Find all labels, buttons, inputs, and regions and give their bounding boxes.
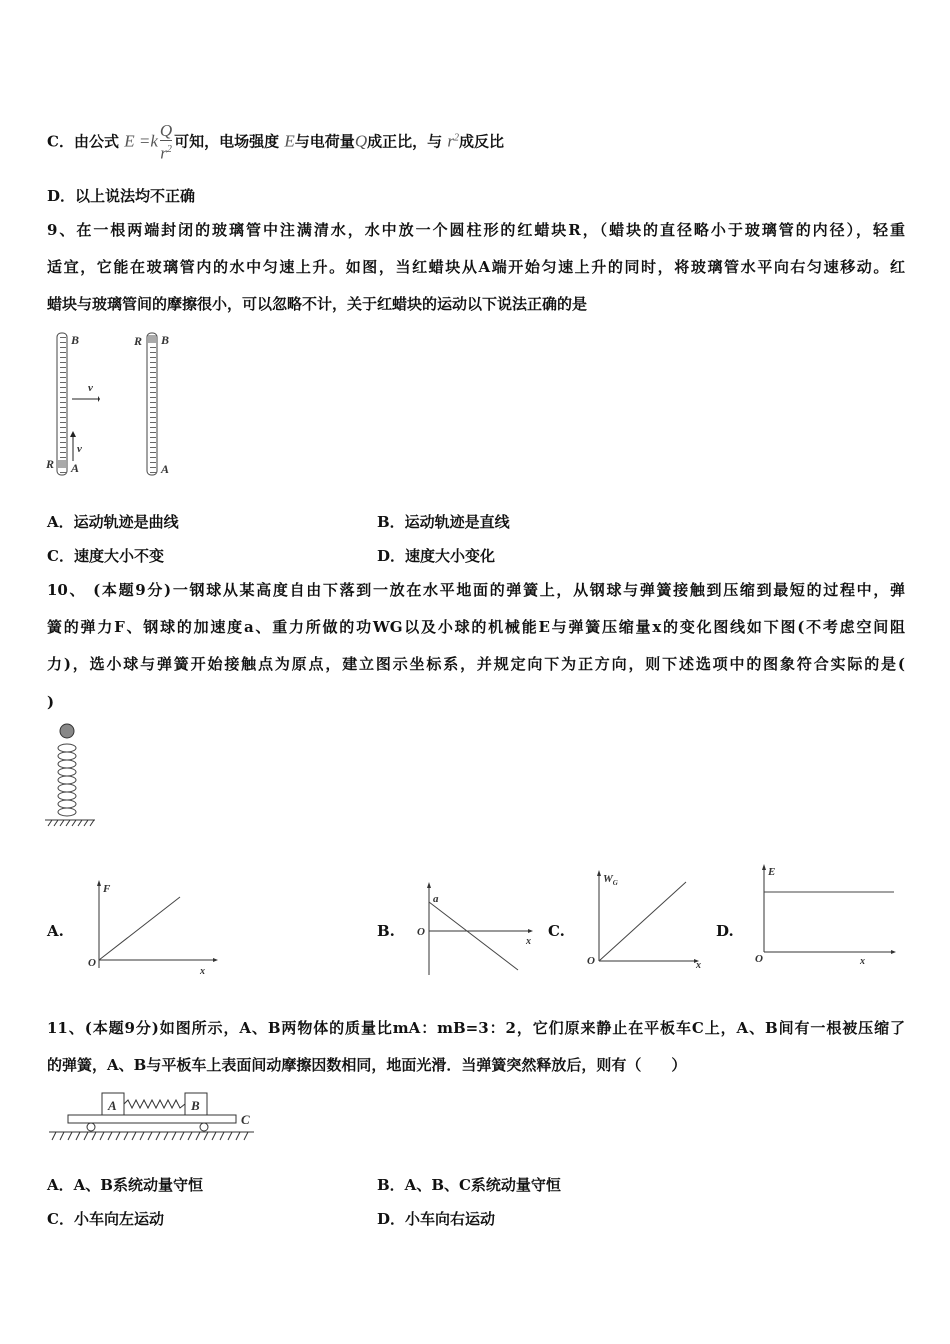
axis-y-label: F [103, 883, 111, 895]
axis-x-label: x [696, 960, 701, 971]
q11-line: 的弹簧，A、B与平板车上表面间动摩擦因数相同，地面光滑．当弹簧突然释放后，则有（ ） [47, 1056, 687, 1074]
q9-option-b: B．运动轨迹是直线 [377, 513, 510, 531]
sup: 2 [453, 132, 459, 144]
w: W [603, 873, 613, 885]
block-a-label: A [108, 1098, 117, 1113]
graph-a-label: A. [47, 922, 64, 940]
origin-label: O [88, 957, 96, 969]
q11-line: 11、(本题9分)如图所示，A、B两物体的质量比mA：mB=3：2，它们原来静止在平板车C上，A、B间有一根被压缩了 [47, 1019, 905, 1037]
axis-x-label: x [200, 966, 205, 977]
axis-x-label: x [526, 936, 531, 947]
text: 与电荷量 [294, 132, 355, 151]
origin-label: O [587, 955, 595, 967]
text: 成正比，与 [367, 132, 443, 151]
q8-option-d: D．以上说法均不正确 [47, 187, 196, 205]
origin-label: O [417, 926, 425, 938]
option-letter: C． [47, 132, 74, 151]
label-b: B [71, 333, 80, 347]
axis-y-label [603, 873, 618, 887]
q10-line: ) [47, 693, 55, 711]
label-b: B [161, 333, 170, 347]
text: 由公式 [73, 132, 119, 151]
math-q: Q [354, 131, 368, 151]
cart-figure [44, 1088, 259, 1144]
cart-c-label: C [241, 1112, 250, 1127]
text: 可知，电场强度 [174, 132, 280, 151]
label-r: R [46, 457, 55, 471]
q9-line: 适宜，它能在玻璃管内的水中匀速上升。如图，当红蜡块从A端开始匀速上升的同时，将玻璃管水平向右匀速移动。红 [47, 258, 905, 276]
q11-option-a: A．A、B系统动量守恒 [47, 1176, 203, 1194]
q9-line: 蜡块与玻璃管间的摩擦很小，可以忽略不计，关于红蜡块的运动以下说法正确的是 [47, 295, 588, 313]
math-e2: E [284, 131, 295, 151]
label-a: A [161, 462, 170, 476]
q9-option-a: A．运动轨迹是曲线 [47, 513, 179, 531]
q9-line: 9、在一根两端封闭的玻璃管中注满清水，水中放一个圆柱形的红蜡块R，（蜡块的直径略小于玻璃管的内径），轻重 [47, 221, 905, 239]
label-v-horizontal: v [88, 382, 93, 394]
denominator [160, 141, 172, 163]
q11-option-b: B．A、B、C系统动量守恒 [377, 1176, 561, 1194]
graph-d-label: D. [716, 922, 734, 940]
graph-b-label: B. [377, 922, 395, 940]
block-b-label: B [191, 1098, 200, 1113]
q11-option-c: C．小车向左运动 [47, 1210, 164, 1228]
q8-option-c [47, 122, 504, 163]
graph-c-label: C. [548, 922, 565, 940]
axis-y-label: E [768, 866, 776, 878]
subscript-g: G [612, 879, 618, 887]
label-v-vertical: v [77, 443, 82, 455]
graph-d [750, 860, 900, 970]
numerator: Q [159, 121, 173, 140]
graph-a [80, 878, 220, 978]
axis-y-label: a [433, 893, 439, 905]
ball-spring-figure [40, 718, 100, 833]
q10-line: 10、 (本题9分)一钢球从某高度自由下落到一放在水平地面的弹簧上，从钢球与弹簧接触到压缩到最短的过程中，弹 [47, 581, 905, 599]
glass-tube-figure [40, 325, 200, 485]
q9-option-c: C．速度大小不变 [47, 547, 164, 565]
q10-line: 力)，选小球与弹簧开始接触点为原点，建立图示坐标系，并规定向下为正方向，则下述选项中的图象符合实际的是( [47, 655, 905, 673]
q9-option-d: D．速度大小变化 [377, 547, 496, 565]
math-e: E [124, 131, 135, 151]
q11-option-d: D．小车向右运动 [377, 1210, 496, 1228]
label-r: R [134, 334, 143, 348]
label-a: A [71, 461, 80, 475]
q10-line: 簧的弹力F、钢球的加速度a、重力所做的功WG以及小球的机械能E与弹簧压缩量x的变化图线如下图(不考虑空间阻 [47, 618, 905, 636]
math-eq: =k [134, 131, 158, 151]
axis-x-label: x [860, 956, 865, 967]
fraction [160, 122, 172, 163]
graph-c [583, 866, 703, 976]
r: r [160, 143, 167, 163]
graph-b [410, 880, 540, 980]
sup: 2 [166, 144, 172, 155]
math-r: r [447, 131, 454, 151]
text: 成反比 [458, 132, 504, 151]
origin-label: O [755, 953, 763, 965]
